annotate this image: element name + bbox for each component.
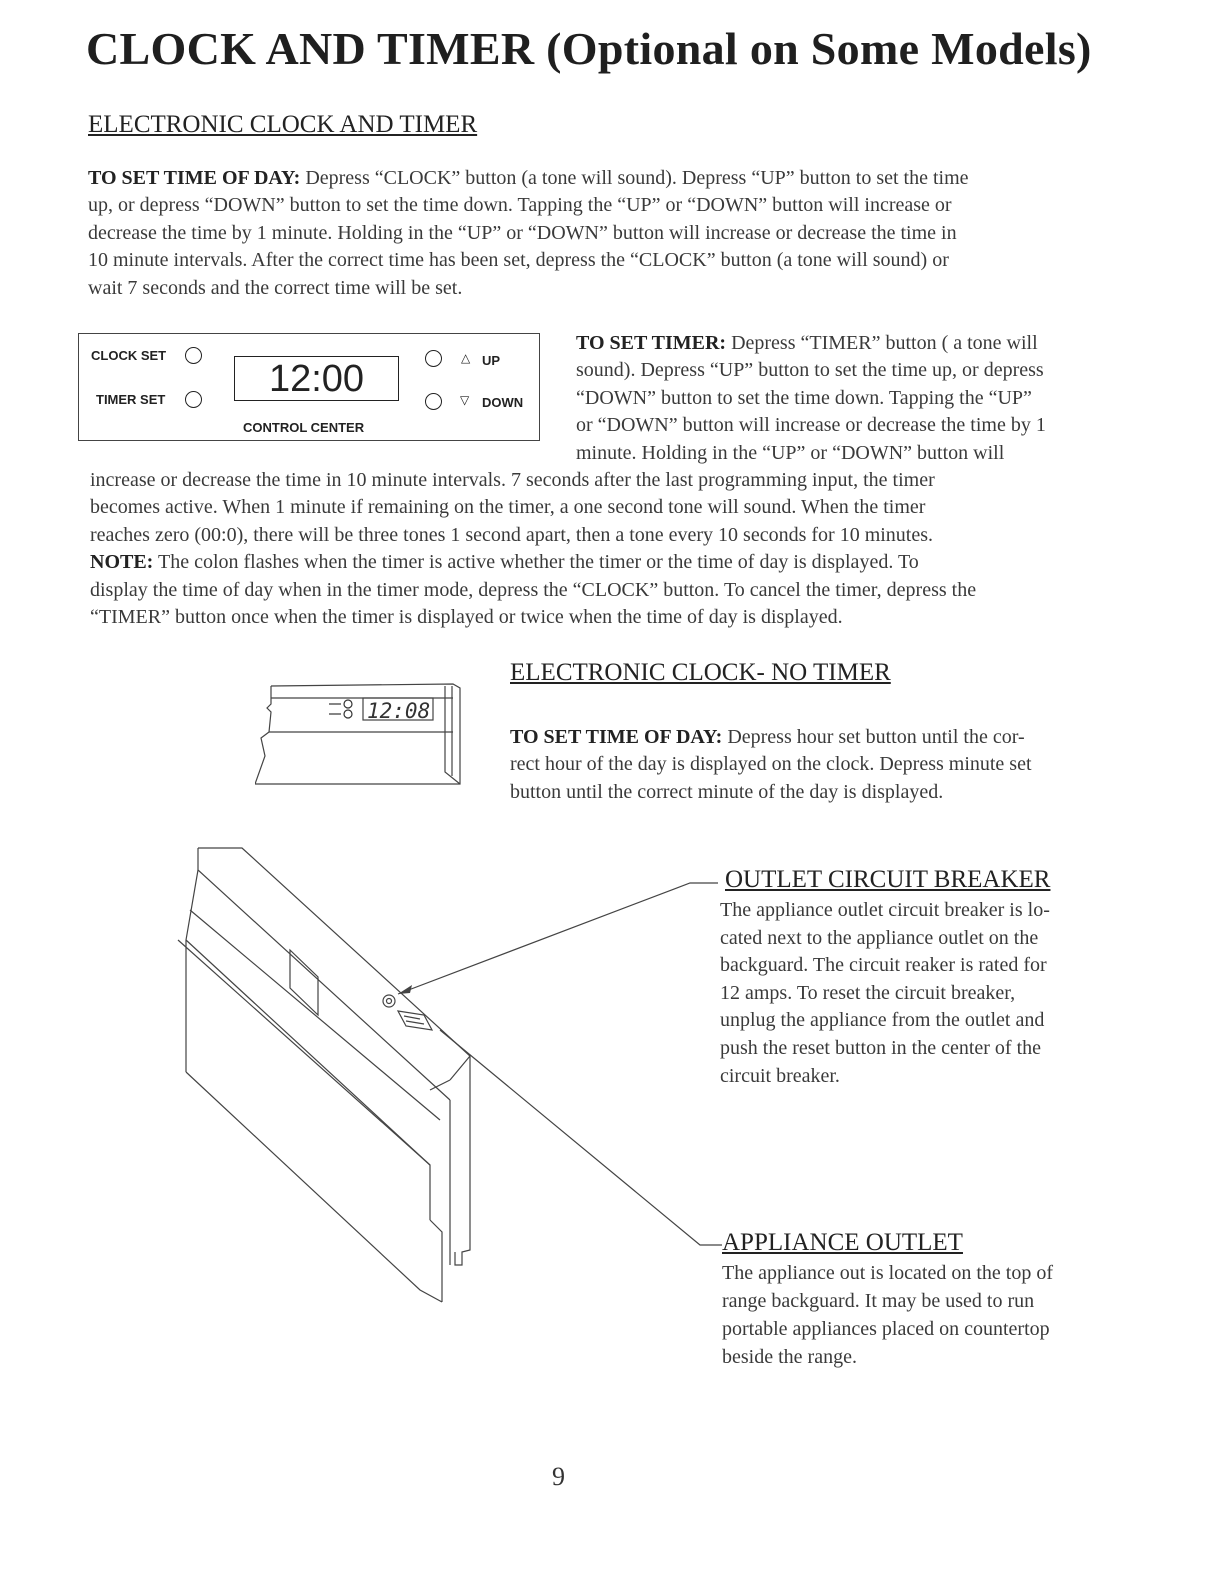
paragraph-line: Depress “CLOCK” button (a tone will sound). Depress “UP” button to set the time <box>300 167 969 189</box>
paragraph-line: rect hour of the day is displayed on the clock. Depress minute set <box>510 753 1032 776</box>
paragraph-line: The appliance outlet circuit breaker is lo- <box>720 899 1050 921</box>
paragraph-line: The colon flashes when the timer is active whether the timer or the time of day is displayed. To <box>153 551 919 574</box>
paragraph-line: range backguard. It may be used to run <box>722 1290 1035 1312</box>
appliance-outlet-heading: APPLIANCE OUTLET <box>722 1229 963 1256</box>
paragraph-line: “DOWN” button to set the time down. Tapping the “UP” <box>576 386 1032 409</box>
control-center-label: CONTROL CENTER <box>243 420 365 435</box>
paragraph-line: wait 7 seconds and the correct time will be set. <box>88 276 463 299</box>
paragraph-line: Depress “TIMER” button ( a tone will <box>726 332 1038 354</box>
paragraph-line: unplug the appliance from the outlet and <box>720 1009 1045 1032</box>
paragraph-line: reaches zero (00:0), there will be three tones 1 second apart, then a tone every 10 seconds for 10 minutes. <box>90 523 934 546</box>
paragraph-line: increase or decrease the time in 10 minute intervals. 7 seconds after the last programming input, the timer <box>90 469 935 491</box>
up-arrow-icon: △ <box>461 351 471 365</box>
note-lead: NOTE: <box>90 551 154 574</box>
paragraph-line: cated next to the appliance outlet on the <box>720 926 1039 949</box>
down-arrow-icon: ▽ <box>460 393 470 407</box>
timer-set-label: TIMER SET <box>96 392 166 407</box>
clock-display-text: 12:08 <box>367 699 431 723</box>
paragraph-line: push the reset button in the center of the <box>720 1036 1042 1059</box>
time-of-day-lead: TO SET TIME OF DAY: <box>88 167 301 189</box>
paragraph-line: display the time of day when in the timer mode, depress the “CLOCK” button. To cancel the timer, depress the <box>90 578 977 601</box>
paragraph-line: button until the correct minute of the day is displayed. <box>510 780 944 803</box>
paragraph-line: portable appliances placed on countertop <box>722 1318 1050 1340</box>
timer-lead: TO SET TIMER: <box>576 332 727 354</box>
appliance-outlet-paragraph <box>722 1259 1122 1371</box>
paragraph-line: circuit breaker. <box>720 1064 840 1087</box>
paragraph-line: minute. Holding in the “UP” or “DOWN” button will <box>576 441 1005 464</box>
page-title: CLOCK AND TIMER (Optional on Some Models) <box>86 23 1092 74</box>
section-heading-clock-timer: ELECTRONIC CLOCK AND TIMER <box>88 111 478 138</box>
outlet-circuit-breaker-paragraph <box>720 897 1120 1090</box>
paragraph-line: “TIMER” button once when the timer is displayed or twice when the time of day is displayed. <box>90 606 843 629</box>
paragraph-line: Depress hour set button until the cor- <box>722 726 1025 748</box>
paragraph-line: decrease the time by 1 minute. Holding in the “UP” or “DOWN” button will increase or decrease the time in <box>88 221 957 244</box>
clock-set-label: CLOCK SET <box>91 348 167 363</box>
paragraph-line: up, or depress “DOWN” button to set the time down. Tapping the “UP” or “DOWN” button will increase or <box>88 194 952 217</box>
paragraph-line: backguard. The circuit reaker is rated for <box>720 954 1047 977</box>
paragraph-line: 10 minute intervals. After the correct time has been set, depress the “CLOCK” button (a tone will sound) or <box>88 249 949 272</box>
up-label: UP <box>482 353 501 368</box>
paragraph-line: or “DOWN” button will increase or decrease the time by 1 <box>576 414 1046 437</box>
paragraph-line: sound). Depress “UP” button to set the time up, or depress <box>576 359 1044 382</box>
paragraph-line: 12 amps. To reset the circuit breaker, <box>720 981 1016 1004</box>
page-number: 9 <box>552 1462 565 1491</box>
paragraph-line: The appliance out is located on the top of <box>722 1262 1054 1284</box>
down-label: DOWN <box>482 395 524 410</box>
section-heading-clock-no-timer: ELECTRONIC CLOCK- NO TIMER <box>510 659 891 686</box>
paragraph-line: beside the range. <box>722 1346 857 1368</box>
lcd-display: 12:00 <box>234 356 399 401</box>
outlet-circuit-breaker-heading: OUTLET CIRCUIT BREAKER <box>725 866 1051 893</box>
clock-no-timer-lead: TO SET TIME OF DAY: <box>510 726 723 748</box>
paragraph-line: becomes active. When 1 minute if remaining on the timer, a one second tone will sound. When the timer <box>90 496 926 519</box>
